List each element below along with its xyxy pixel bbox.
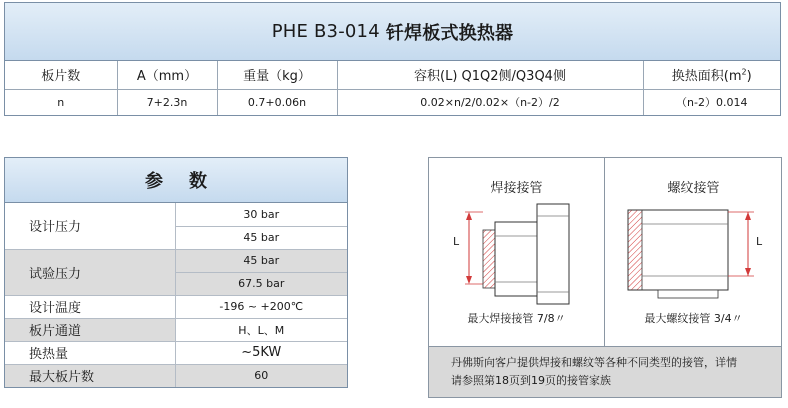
spec-title-model: PHE B3-014 (271, 21, 380, 42)
welded-pipe-drawing-icon (429, 196, 605, 308)
param-value: 45 bar (175, 249, 347, 272)
param-value: 45 bar (175, 226, 347, 249)
param-label: 换热量 (5, 341, 175, 364)
param-value: -196 ~ +200℃ (175, 295, 347, 318)
param-value: ~5KW (175, 341, 347, 364)
param-row (5, 203, 347, 226)
param-value: H、L、M (175, 318, 347, 341)
param-label: 设计压力 (5, 203, 175, 249)
welded-pipe-section (429, 158, 605, 346)
header-volume: 容积(L) Q1Q2侧/Q3Q4侧 (337, 61, 643, 89)
header-plates: 板片数 (5, 61, 117, 89)
param-label: 板片通道 (5, 318, 175, 341)
spec-grid (5, 61, 780, 115)
param-row (5, 341, 347, 364)
param-label: 最大板片数 (5, 364, 175, 387)
spec-title-product: 钎焊板式换热器 (385, 22, 514, 44)
header-area: 换热面积$(m^2)$ (643, 61, 780, 89)
threaded-pipe-drawing-icon (606, 196, 781, 308)
param-value: 67.5 bar (175, 272, 347, 295)
header-a: A（mm） (117, 61, 217, 89)
spec-table (4, 2, 781, 116)
value-volume: 0.02×n/2/0.02×（n-2）/2 (337, 89, 643, 115)
value-plates: n (5, 89, 117, 115)
threaded-pipe-section (606, 158, 781, 346)
params-title: 参数 (5, 158, 347, 203)
param-row (5, 318, 347, 341)
pipe-connections-panel (428, 157, 782, 398)
spec-title (5, 3, 780, 61)
param-row (5, 364, 347, 387)
welded-dim-label: L (453, 235, 460, 248)
param-value: 30 bar (175, 203, 347, 226)
param-label: 设计温度 (5, 295, 175, 318)
value-a: 7+2.3n (117, 89, 217, 115)
params-grid (5, 203, 347, 387)
param-row (5, 249, 347, 272)
param-value: 60 (175, 364, 347, 387)
params-table (4, 157, 348, 388)
welded-pipe-title: 焊接接管 (490, 181, 543, 196)
value-weight: 0.7+0.06n (217, 89, 337, 115)
param-row (5, 295, 347, 318)
header-weight: 重量（kg） (217, 61, 337, 89)
threaded-pipe-caption: 最大螺纹接管 3/4〃 (644, 312, 743, 325)
welded-pipe-caption: 最大焊接接管 7/8〃 (467, 312, 566, 325)
value-area: （n-2）0.014 (676, 96, 748, 110)
pipe-note-line1: 丹佛斯向客户提供焊接和螺纹等各种不同类型的接管，详情 (451, 356, 737, 369)
spec-header-row (5, 61, 780, 89)
threaded-pipe-title: 螺纹接管 (667, 181, 720, 196)
param-label: 试验压力 (5, 249, 175, 295)
spec-value-row (5, 89, 780, 115)
pipe-note-line2: 请参照第18页到19页的接管家族 (451, 374, 611, 387)
pipe-note (429, 346, 781, 397)
threaded-dim-label: L (756, 235, 763, 248)
